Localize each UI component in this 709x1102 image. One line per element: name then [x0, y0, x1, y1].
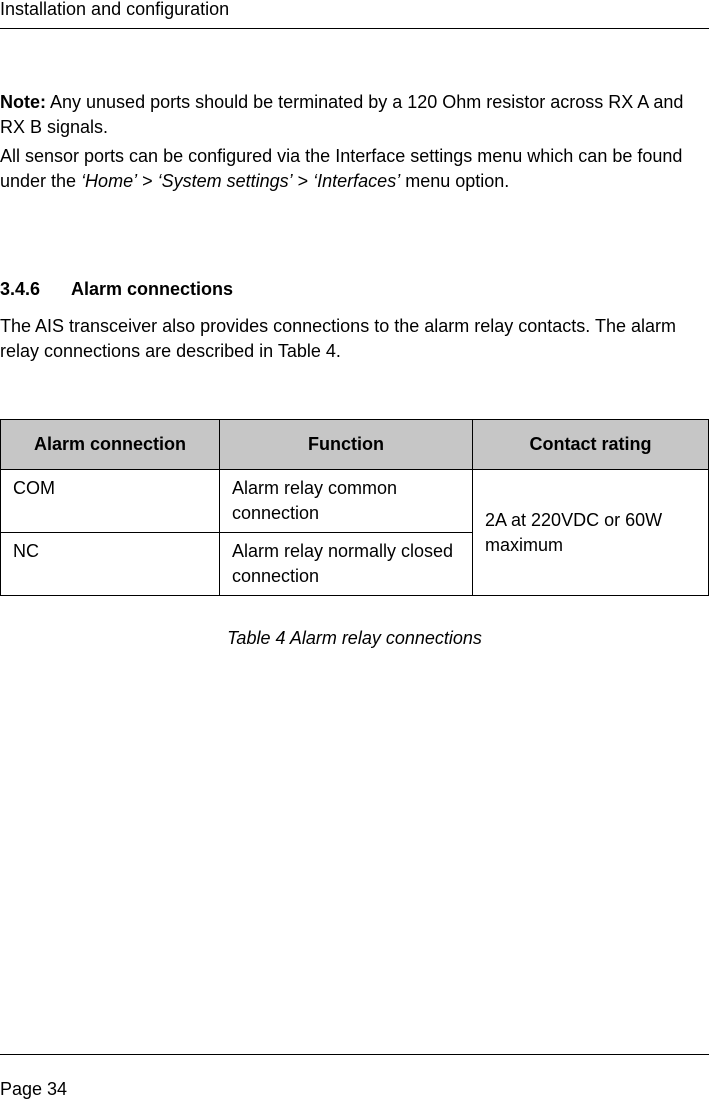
header-title: Installation and configuration: [0, 0, 230, 19]
note-text: Any unused ports should be terminated by a 120 Ohm resistor across RX A and RX B signals.: [0, 92, 684, 137]
table-row: [1, 470, 709, 533]
cell-contact-rating: 2A at 220VDC or 60W maximum: [473, 470, 709, 596]
table-caption: Table 4 Alarm relay connections: [227, 628, 482, 648]
menu-path-system-settings: ‘System settings’: [157, 171, 293, 191]
cell-function: Alarm relay normally closed connection: [220, 533, 473, 596]
sensor-ports-paragraph: [0, 144, 705, 194]
cell-connection: NC: [1, 533, 220, 596]
section-intro-paragraph: The AIS transceiver also provides connections to the alarm relay contacts. The alarm relay connections are described in Table 4.: [0, 316, 676, 361]
page-number: Page 34: [0, 1079, 68, 1099]
note-label: Note:: [0, 92, 46, 112]
footer-divider: [0, 1054, 709, 1055]
section-heading: [0, 277, 233, 302]
note-paragraph: [0, 90, 705, 140]
column-header-alarm-connection: Alarm connection: [1, 420, 220, 470]
page-header: [0, 0, 709, 29]
section-title: Alarm connections: [71, 279, 234, 299]
menu-path-interfaces: ‘Interfaces’: [313, 171, 401, 191]
sensor-text-after: menu option.: [400, 171, 510, 191]
column-header-contact-rating: Contact rating: [473, 420, 709, 470]
column-header-function: Function: [220, 420, 473, 470]
menu-path-home: ‘Home’: [81, 171, 138, 191]
menu-path-separator: >: [292, 171, 314, 191]
cell-function: Alarm relay common connection: [220, 470, 473, 533]
menu-path-separator: >: [137, 171, 158, 191]
cell-connection: COM: [1, 470, 220, 533]
alarm-relay-table: [0, 419, 709, 596]
table-header-row: [1, 420, 709, 470]
section-number: 3.4.6: [0, 279, 41, 299]
sensor-text-before: All sensor ports can be configured via the Interface settings menu which can be found under the: [0, 146, 683, 191]
